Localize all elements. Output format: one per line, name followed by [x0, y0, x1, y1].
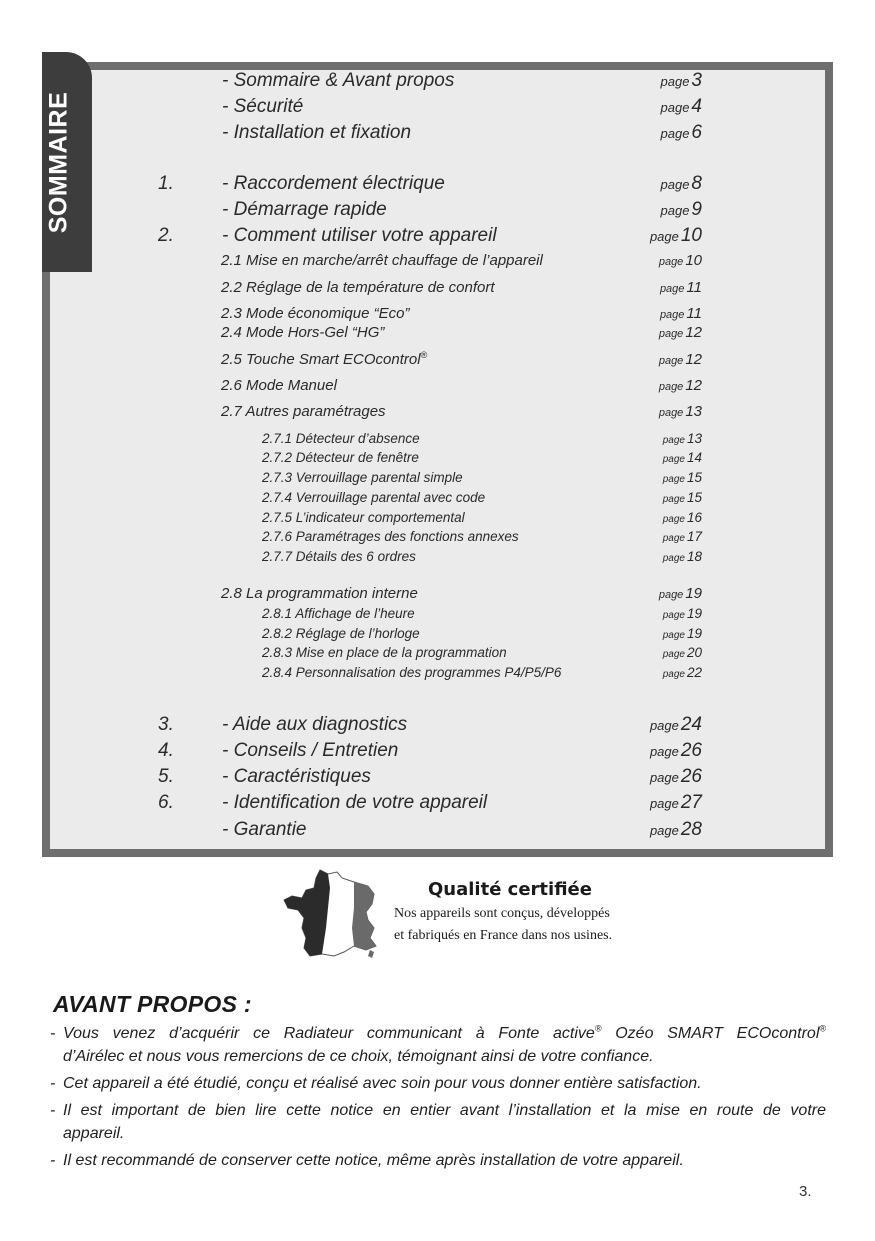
paragraph-2: - Cet appareil a été étudié, conçu et réalisé avec soin pour vous donner entière satisfaction. [50, 1075, 702, 1092]
toc-entry-page: page 28 [649, 819, 702, 840]
toc-entry-title: 2.2 Réglage de la température de confort [221, 279, 495, 296]
toc-entry-number: 3. [158, 714, 174, 735]
toc-entry-page: page 24 [649, 714, 702, 735]
toc-entry [0, 304, 875, 324]
toc-entry-page: page 26 [649, 766, 702, 787]
toc-entry-page: page 3 [660, 70, 702, 91]
toc-entry-number: 5. [158, 766, 174, 787]
toc-entry-title: 2.1 Mise en marche/arrêt chauffage de l’appareil [221, 252, 543, 269]
toc-entry [0, 323, 875, 343]
toc-entry-page: page 13 [658, 403, 702, 420]
toc-entry [0, 172, 875, 196]
toc-entry [0, 402, 875, 422]
toc-entry [0, 791, 875, 815]
toc-entry-title: 2.8 La programmation interne [221, 585, 418, 602]
toc-entry-page: page 18 [662, 549, 702, 564]
toc-entry-page: page 19 [662, 626, 702, 641]
toc-entry-title: 2.8.2 Réglage de l’horloge [262, 626, 420, 641]
toc-entry-title: - Installation et fixation [222, 122, 412, 143]
toc-entry-title: 2.6 Mode Manuel [221, 377, 337, 394]
toc-entry-page: page 15 [662, 490, 702, 505]
cert-line-2: et fabriqués en France dans nos usines. [394, 928, 613, 943]
toc-entry-title: 2.7 Autres paramétrages [221, 403, 386, 420]
toc-entry-title: - Identification de votre appareil [222, 792, 488, 813]
cert-line-1: Nos appareils sont conçus, développés [394, 906, 610, 921]
toc-entry-page: page 11 [659, 305, 702, 322]
toc-entry [0, 489, 875, 507]
toc-entry-page: page 20 [662, 645, 702, 660]
paragraph-1: - Vous venez d’acquérir ce Radiateur communicant à Fonte active® Ozéo SMART ECOcontrol® d’Airélec et nous vous remercions de ce choix, témoignant ainsi de votre confiance. [50, 1023, 827, 1065]
toc-entry-title: - Sommaire & Avant propos [222, 70, 455, 91]
avant-propos-heading: AVANT PROPOS : [53, 991, 252, 1017]
toc-entry-page: page 22 [662, 665, 702, 680]
toc-entry [0, 430, 875, 448]
toc-entry [0, 584, 875, 604]
toc-entry-page: page 6 [660, 122, 702, 143]
toc-entry [0, 376, 875, 396]
toc-entry-page: page 19 [662, 606, 702, 621]
toc-entry [0, 509, 875, 527]
toc-entry-title: - Comment utiliser votre appareil [222, 225, 497, 246]
paragraph-4: - Il est recommandé de conserver cette notice, même après installation de votre appareil. [50, 1152, 684, 1169]
toc-entry [0, 69, 875, 93]
toc-entry [0, 713, 875, 737]
toc-entry-title: - Démarrage rapide [222, 199, 387, 220]
toc-entry-page: page 10 [658, 252, 702, 269]
toc-entry [0, 449, 875, 467]
toc-entry-page: page 12 [658, 377, 702, 394]
toc-entry-page: page 15 [662, 470, 702, 485]
toc-entry [0, 350, 875, 370]
toc-entry-title: 2.7.3 Verrouillage parental simple [262, 470, 463, 485]
toc-entry [0, 528, 875, 546]
toc-entry-title: 2.8.4 Personnalisation des programmes P4/P5/P6 [262, 665, 562, 680]
paragraph-3: - Il est important de bien lire cette notice en entier avant l’installation et la mise en route de votre appareil. [50, 1102, 826, 1142]
toc-entry-title: 2.4 Mode Hors-Gel “HG” [221, 324, 385, 341]
toc-entry [0, 95, 875, 119]
sommaire-label: SOMMAIRE [44, 91, 73, 233]
toc-entry [0, 625, 875, 643]
toc-entry-page: page 10 [649, 225, 702, 246]
toc-entry-title: 2.3 Mode économique “Eco” [221, 305, 410, 322]
toc-entry [0, 644, 875, 662]
toc-entry-number: 4. [158, 740, 174, 761]
cert-title: Qualité certifiée [428, 879, 592, 900]
toc-entry [0, 605, 875, 623]
toc-entry-page: page 12 [658, 324, 702, 341]
toc-entry-page: page 9 [660, 199, 702, 220]
toc-entry [0, 224, 875, 248]
toc-entry-number: 1. [158, 173, 174, 194]
toc-entry-title: 2.7.1 Détecteur d’absence [262, 431, 420, 446]
toc-entry-title: - Garantie [222, 819, 307, 840]
toc-entry [0, 765, 875, 789]
toc-entry-title: 2.7.2 Détecteur de fenêtre [262, 450, 419, 465]
toc-entry-page: page 27 [649, 792, 702, 813]
toc-entry-page: page 14 [662, 450, 702, 465]
toc-entry-title: 2.7.4 Verrouillage parental avec code [262, 490, 486, 505]
toc-entry-title: - Caractéristiques [222, 766, 371, 787]
toc-entry-title: 2.7.7 Détails des 6 ordres [262, 549, 416, 564]
toc-entry-number: 2. [158, 225, 174, 246]
toc-entry-page: page 26 [649, 740, 702, 761]
toc-entry [0, 739, 875, 763]
toc-entry-title: 2.7.5 L’indicateur comportemental [262, 510, 465, 525]
toc-entry-page: page 8 [660, 173, 702, 194]
toc-entry-title: - Raccordement électrique [222, 173, 445, 194]
toc-entry-page: page 17 [662, 529, 702, 544]
toc-entry [0, 251, 875, 271]
toc-entry-page: page 19 [658, 585, 702, 602]
toc-entry-page: page 11 [659, 279, 702, 296]
toc-entry-page: page 16 [662, 510, 702, 525]
toc-entry [0, 664, 875, 682]
toc-entry [0, 818, 875, 842]
toc-entry-title: 2.7.6 Paramétrages des fonctions annexes [262, 529, 519, 544]
toc-entry [0, 198, 875, 222]
toc-entry [0, 121, 875, 145]
toc-entry-number: 6. [158, 792, 174, 813]
toc-entry-title: - Sécurité [222, 96, 304, 117]
toc-entry [0, 469, 875, 487]
toc-entry-page: page 12 [658, 351, 702, 368]
france-map-icon [282, 868, 382, 960]
toc-entry-title: - Conseils / Entretien [222, 740, 399, 761]
toc-entry-page: page 4 [660, 96, 702, 117]
toc-entry-title: 2.8.1 Affichage de l’heure [262, 606, 415, 621]
toc-entry-page: page 13 [662, 431, 702, 446]
toc-entry-title: - Aide aux diagnostics [222, 714, 408, 735]
toc-entry [0, 548, 875, 566]
toc-entry-title: 2.5 Touche Smart ECOcontrol® [221, 350, 428, 368]
page-number: 3. [799, 1183, 812, 1200]
toc-entry [0, 278, 875, 298]
toc-entry-title: 2.8.3 Mise en place de la programmation [262, 645, 507, 660]
